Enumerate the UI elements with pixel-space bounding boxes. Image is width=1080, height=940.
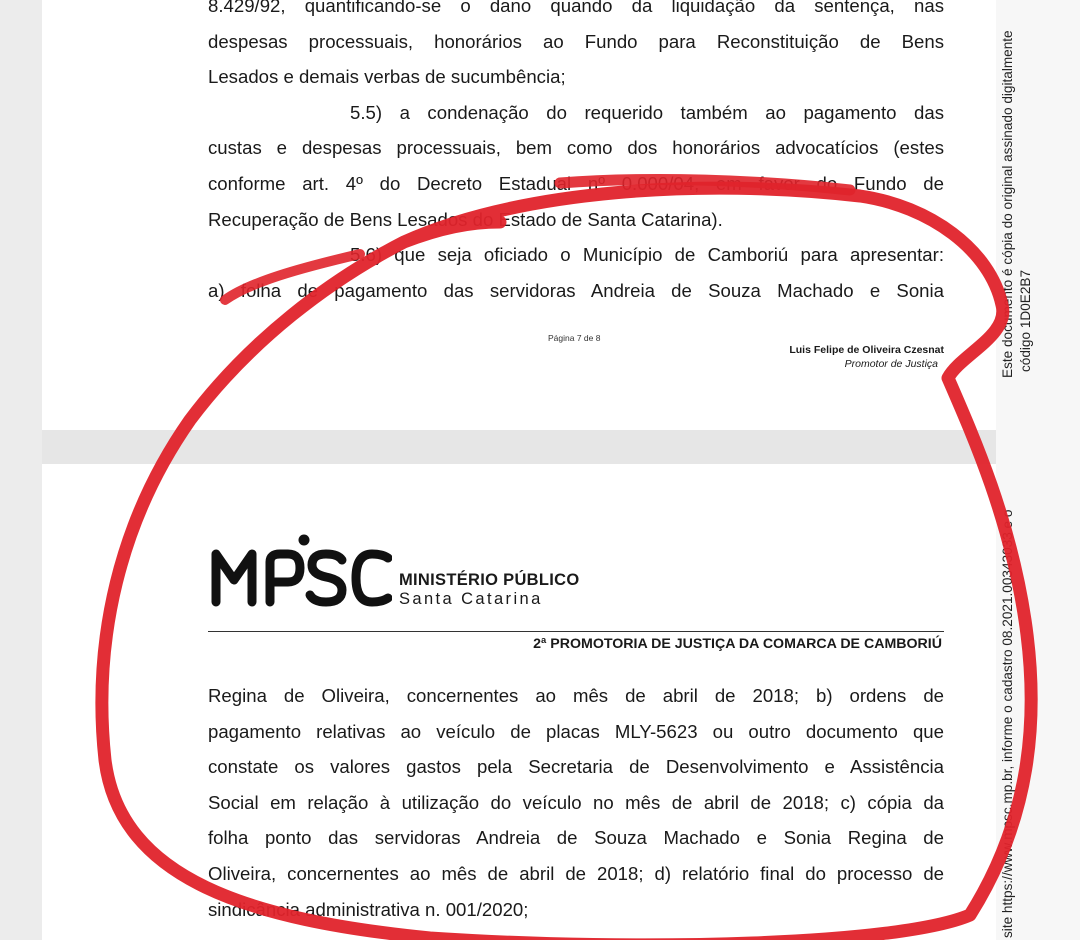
text-line: Oliveira, concernentes ao mês de abril de 2018; d) relatório final do processo de [208, 862, 944, 884]
margin-note-bottom: site https://www.mpsc.mp.br, informe o cadastro 08.2021.00343033 e o [1000, 509, 1015, 938]
text-line: 8.429/92, quantificando-se o dano quando da liquidação da sentença, nas [208, 0, 944, 16]
margin-note-line1: Este documento é cópia do original assinado digitalmente [1000, 30, 1015, 378]
org-state: Santa Catarina [399, 590, 543, 608]
text-line: Lesados e demais verbas de sucumbência; [208, 66, 566, 88]
margin-note-line2: código 1D0E2B7 [1018, 269, 1033, 372]
org-name: MINISTÉRIO PÚBLICO [399, 571, 580, 589]
bottom-page-text [208, 678, 944, 927]
text-line: Recuperação de Bens Lesados do Estado de Santa Catarina). [208, 208, 723, 230]
text-line: Social em relação à utilização do veículo no mês de abril de 2018; c) cópia da [208, 791, 944, 813]
page-gap [42, 430, 996, 464]
text-line: despesas processuais, honorários ao Fundo para Reconstituição de Bens [208, 30, 944, 52]
signer-name: Luis Felipe de Oliveira Czesnat [789, 344, 944, 356]
text-line: a) folha de pagamento das servidoras Andreia de Souza Machado e Sonia [208, 279, 944, 301]
text-line: pagamento relativas ao veículo de placas MLY-5623 ou outro documento que [208, 720, 944, 742]
text-line: Regina de Oliveira, concernentes ao mês de abril de 2018; b) ordens de [208, 685, 944, 706]
text-line: 5.5) a condenação do requerido também ao pagamento das [350, 101, 944, 123]
text-line: folha ponto das servidoras Andreia de Souza Machado e Sonia Regina de [208, 827, 944, 849]
top-page-text [208, 0, 944, 308]
text-line: custas e despesas processuais, bem como dos honorários advocatícios (estes [208, 137, 944, 159]
text-line: conforme art. 4º do Decreto Estadual nº 0.000/04, em favor do Fundo de [208, 172, 944, 194]
text-line: constate os valores gastos pela Secretaria de Desenvolvimento e Assistência [208, 756, 944, 778]
header-title: 2ª PROMOTORIA DE JUSTIÇA DA COMARCA DE CAMBORIÚ [533, 636, 942, 652]
text-line: 5.6) que seja oficiado o Município de Camboriú para apresentar: [350, 244, 944, 266]
page-number: Página 7 de 8 [548, 333, 601, 343]
header-rule [208, 631, 944, 632]
mpsc-logo-icon [210, 532, 392, 610]
signer-role: Promotor de Justiça [844, 358, 938, 370]
text-line: sindicância administrativa n. 001/2020; [208, 898, 529, 920]
